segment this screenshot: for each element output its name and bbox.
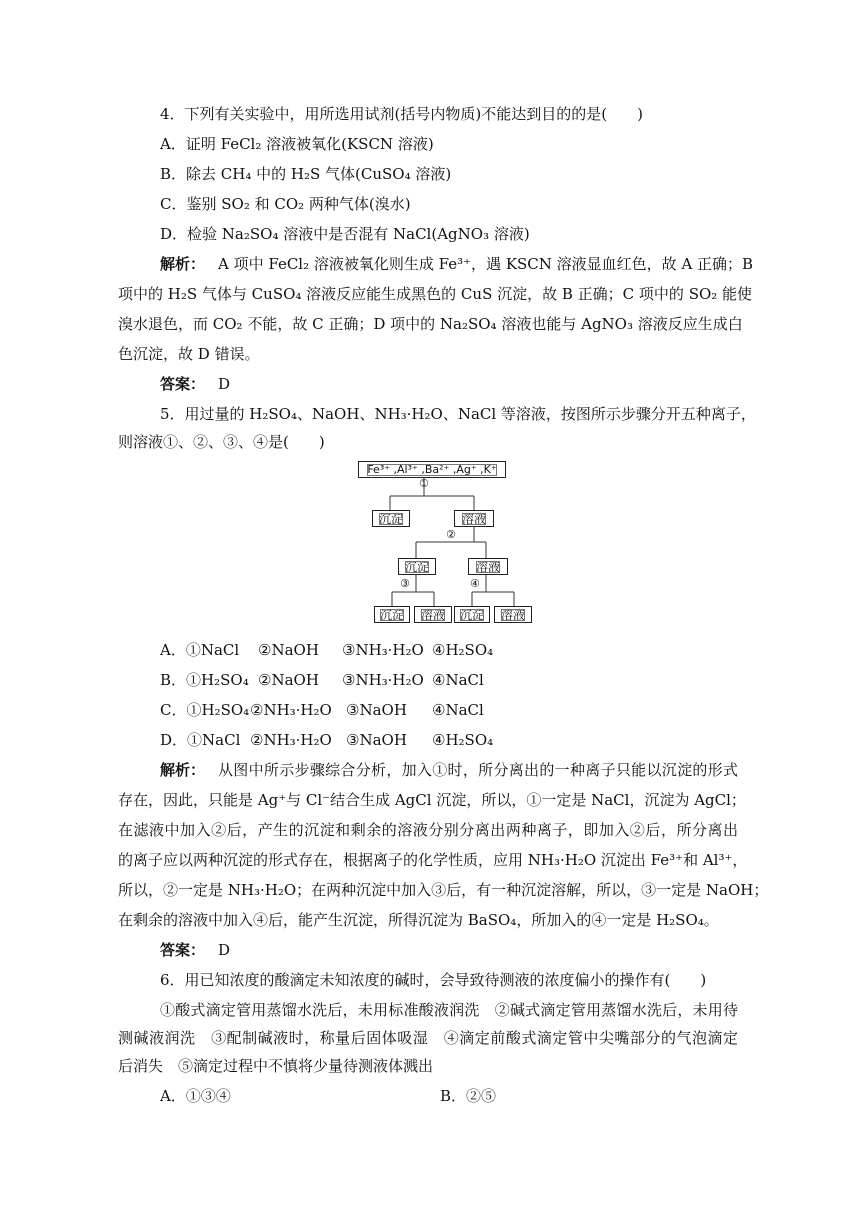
q4-option-d: D．检验 Na₂SO₄ 溶液中是否混有 NaCl(AgNO₃ 溶液) [160, 225, 530, 243]
step-2-marker: ② [446, 528, 456, 541]
solution-box-3: 溶液 [414, 606, 452, 623]
q5-b-3: ③NH₃·H₂O [342, 671, 424, 689]
q4-option-c: C．鉴别 SO₂ 和 CO₂ 两种气体(溴水) [160, 195, 411, 213]
q5-c-2: ②NH₃·H₂O [250, 701, 332, 719]
q5-analysis-label: 解析： [160, 761, 206, 779]
q6-stem: 6．用已知浓度的酸滴定未知浓度的碱时，会导致待测液的浓度偏小的操作有( ) [160, 971, 707, 989]
solution-box-1: 溶液 [454, 510, 494, 527]
q4-stem: 4．下列有关实验中，用所选用试剂(括号内物质)不能达到目的的是( ) [160, 105, 643, 123]
q5-stem-line-2: 则溶液①、②、③、④是( ) [118, 433, 325, 451]
q4-analysis-label: 解析： [160, 255, 206, 273]
step-3-marker: ③ [400, 577, 410, 590]
separation-flow-diagram [356, 458, 532, 630]
q5-a-3: ③NH₃·H₂O [342, 641, 424, 659]
q5-analysis-line-1: 从图中所示步骤综合分析，加入①时，所分离出的一种离子只能以沉淀的形式 [218, 761, 738, 779]
q5-c-1: C．①H₂SO₄ [160, 701, 250, 719]
q6-body-line-1: ①酸式滴定管用蒸馏水洗后，未用标准酸液润洗 ②碱式滴定管用蒸馏水洗后，未用待 [160, 1001, 738, 1019]
q5-answer: D [218, 941, 231, 959]
q4-analysis-line-2: 项中的 H₂S 气体与 CuSO₄ 溶液反应能生成黑色的 CuS 沉淀，故 B 正确；C 项中的 SO₂ 能使 [118, 285, 753, 303]
q4-option-b: B．除去 CH₄ 中的 H₂S 气体(CuSO₄ 溶液) [160, 165, 452, 183]
q5-analysis-line-4: 的离子应以两种沉淀的形式存在，根据离子的化学性质，应用 NH₃·H₂O 沉淀出 Fe³⁺和 Al³⁺， [118, 851, 748, 869]
precipitate-box-4: 沉淀 [454, 606, 490, 623]
q5-analysis-line-2: 存在，因此，只能是 Ag⁺与 Cl⁻结合生成 AgCl 沉淀，所以，①一定是 NaCl，沉淀为 AgCl； [118, 791, 746, 809]
q5-analysis-line-5: 所以，②一定是 NH₃·H₂O；在两种沉淀中加入③后，有一种沉淀溶解，所以，③一定是 NaOH； [118, 881, 769, 899]
q5-b-2: ②NaOH [258, 671, 319, 689]
q5-d-1: D．①NaCl [160, 731, 241, 749]
q5-a-2: ②NaOH [258, 641, 319, 659]
precipitate-box-1: 沉淀 [372, 510, 410, 527]
q5-c-3: ③NaOH [346, 701, 407, 719]
q5-d-2: ②NH₃·H₂O [250, 731, 332, 749]
q5-b-4: ④NaCl [432, 671, 484, 689]
step-4-marker: ④ [470, 577, 480, 590]
precipitate-box-2: 沉淀 [398, 558, 436, 575]
q5-d-3: ③NaOH [346, 731, 407, 749]
q4-option-a: A．证明 FeCl₂ 溶液被氧化(KSCN 溶液) [160, 135, 434, 153]
ions-box: Fe³⁺ ,Al³⁺ ,Ba²⁺ ,Ag⁺ ,K⁺ [358, 461, 506, 478]
q4-analysis-line-3: 溴水退色，而 CO₂ 不能，故 C 正确；D 项中的 Na₂SO₄ 溶液也能与 AgNO₃ 溶液反应生成白 [118, 315, 743, 333]
flow-connectors [356, 458, 532, 630]
precipitate-box-3: 沉淀 [374, 606, 410, 623]
q4-answer-label: 答案： [160, 375, 206, 393]
q5-a-1: A．①NaCl [160, 641, 240, 659]
q4-analysis-line-4: 色沉淀，故 D 错误。 [118, 345, 260, 363]
q5-answer-label: 答案： [160, 941, 206, 959]
q6-option-a: A．①③④ [160, 1087, 231, 1105]
q4-answer: D [218, 375, 231, 393]
solution-box-2: 溶液 [468, 558, 508, 575]
q5-stem-line-1: 5．用过量的 H₂SO₄、NaOH、NH₃·H₂O、NaCl 等溶液，按图所示步骤分开五种离子， [160, 405, 756, 423]
solution-box-4: 溶液 [494, 606, 532, 623]
step-1-marker: ① [419, 477, 429, 490]
q5-c-4: ④NaCl [432, 701, 484, 719]
q5-b-1: B．①H₂SO₄ [160, 671, 249, 689]
q6-body-line-2: 测碱液润洗 ③配制碱液时，称量后固体吸湿 ④滴定前酸式滴定管中尖嘴部分的气泡滴定 [118, 1029, 738, 1047]
q6-body-line-3: 后消失 ⑤滴定过程中不慎将少量待测液体溅出 [118, 1057, 434, 1075]
q4-analysis-line-1: A 项中 FeCl₂ 溶液被氧化则生成 Fe³⁺，遇 KSCN 溶液显血红色，故 A 正确；B [218, 255, 754, 273]
q6-option-b: B．②⑤ [440, 1087, 497, 1105]
q5-analysis-line-3: 在滤液中加入②后，产生的沉淀和剩余的溶液分别分离出两种离子，即加入②后，所分离出 [118, 821, 738, 839]
q5-analysis-line-6: 在剩余的溶液中加入④后，能产生沉淀，所得沉淀为 BaSO₄，所加入的④一定是 H₂SO₄。 [118, 911, 719, 929]
q5-a-4: ④H₂SO₄ [432, 641, 494, 659]
q5-d-4: ④H₂SO₄ [432, 731, 494, 749]
